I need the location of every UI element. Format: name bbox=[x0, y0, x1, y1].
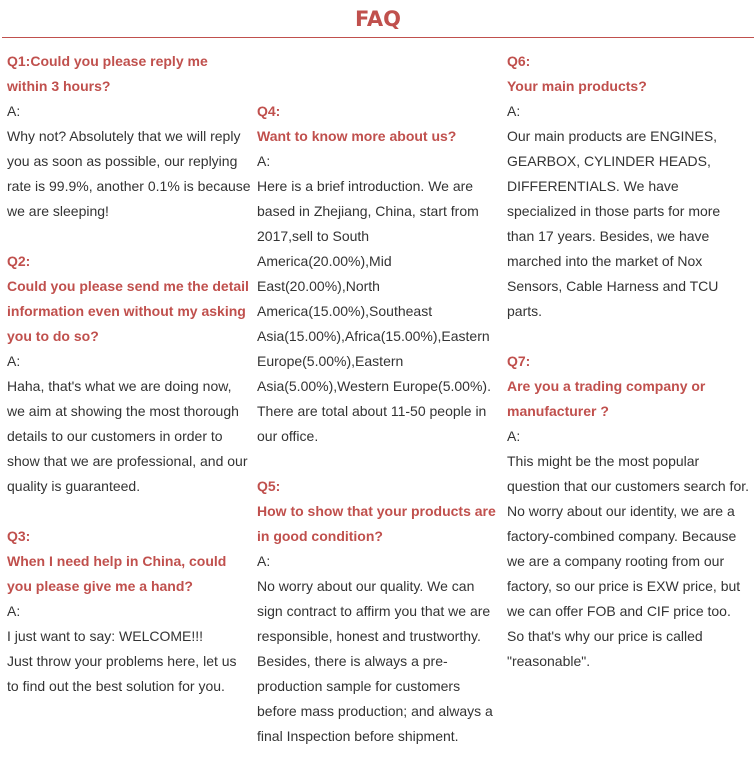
answer-text: Why not? Absolutely that we will reply you as soon as possible, our replying rate is 99.9%, another 0.1% is because we are sleeping! bbox=[7, 128, 251, 219]
answer-label: A: bbox=[7, 603, 21, 619]
answer-text: This might be the most popular question that our customers search for. No worry about our identity, we are a factory-combined company. Because we are a company rooting from our factory, so our price is EXW price, but we can offer FOB and CIF price too. So that's why our price is called "reasonable". bbox=[507, 453, 750, 669]
faq-column-2 bbox=[257, 99, 501, 774]
answer-text: Haha, that's what we are doing now, we aim at showing the most thorough details to our customers in order to show that we are professional, and our quality is guaranteed. bbox=[7, 378, 248, 494]
question-number: Q2: bbox=[7, 253, 31, 269]
question-number: Q4: bbox=[257, 103, 281, 119]
question-number: Q1:Could you please reply me within 3 hours? bbox=[7, 53, 208, 94]
faq-item bbox=[257, 474, 501, 749]
page-title: FAQ bbox=[354, 7, 402, 31]
answer-label: A: bbox=[7, 353, 21, 369]
faq-column-1 bbox=[7, 49, 251, 724]
question-number: Q5: bbox=[257, 478, 281, 494]
faq-header bbox=[0, 0, 756, 38]
question-text: Are you a trading company or manufacturer ? bbox=[507, 378, 706, 419]
faq-item bbox=[7, 524, 251, 699]
answer-text: Our main products are ENGINES, GEARBOX, CYLINDER HEADS, DIFFERENTIALS. We have specialized in those parts for more than 17 years. Besides, we have marched into the market of Nox Sensors, Cable Harness and TCU parts. bbox=[507, 128, 721, 319]
question-text: Your main products? bbox=[507, 78, 647, 94]
answer-label: A: bbox=[507, 428, 521, 444]
answer-text: I just want to say: WELCOME!!! bbox=[7, 628, 204, 644]
answer-text: Just throw your problems here, let us to find out the best solution for you. bbox=[7, 653, 237, 694]
answer-label: A: bbox=[507, 103, 521, 119]
title-divider bbox=[2, 37, 754, 38]
question-text: Could you please send me the detail information even without my asking you to do so? bbox=[7, 278, 249, 344]
faq-item bbox=[507, 349, 751, 674]
answer-label: A: bbox=[257, 153, 271, 169]
question-text: When I need help in China, could you please give me a hand? bbox=[7, 553, 227, 594]
faq-item bbox=[257, 99, 501, 449]
answer-label: A: bbox=[7, 103, 21, 119]
question-text: How to show that your products are in good condition? bbox=[257, 503, 496, 544]
faq-item bbox=[7, 249, 251, 499]
question-number: Q3: bbox=[7, 528, 31, 544]
question-text: Want to know more about us? bbox=[257, 128, 457, 144]
faq-item bbox=[507, 49, 751, 324]
faq-item bbox=[7, 49, 251, 224]
answer-text: No worry about our quality. We can sign contract to affirm you that we are responsible, honest and trustworthy. Besides, there is always a pre-production sample for customers before mass production; and always a final Inspection before shipment. bbox=[257, 578, 493, 744]
answer-text: Here is a brief introduction. We are based in Zhejiang, China, start from 2017,sell to South America(20.00%),Mid East(20.00%),North America(15.00%),Southeast Asia(15.00%),Africa(15.00%),Eastern Europe(5.00%),Eastern Asia(5.00%),Western Europe(5.00%). There are total about 11-50 people in our office. bbox=[257, 178, 491, 444]
question-number: Q6: bbox=[507, 53, 531, 69]
question-number: Q7: bbox=[507, 353, 531, 369]
answer-label: A: bbox=[257, 553, 271, 569]
faq-column-3 bbox=[507, 49, 751, 699]
